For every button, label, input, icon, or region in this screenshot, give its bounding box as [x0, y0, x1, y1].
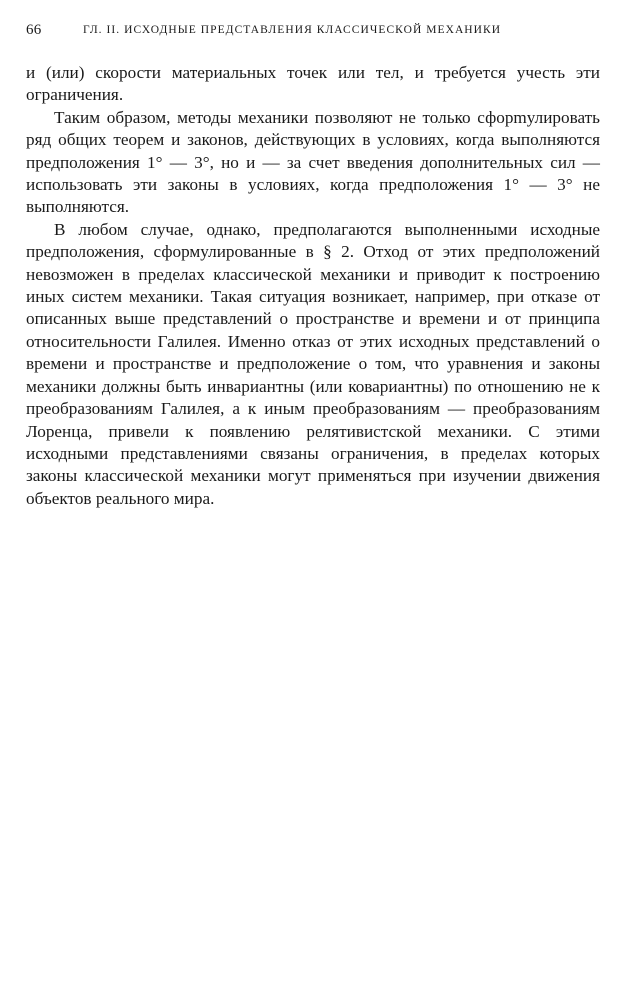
paragraph-continuation: и (или) скорости материальных точек или тел, и требуется учесть эти ограничения.	[26, 63, 600, 105]
page-header	[26, 22, 600, 46]
page-number: 66	[26, 22, 42, 38]
paragraph: Таким образом, методы механики позволяют не только сфорmулировать ряд общих теорем и законов, действующих в условиях, когда выполняются предположения 1° — 3°, но и — за счет введения дополнительных сил — использовать эти законы в условиях, когда предположения 1° — 3° не выполняются.	[26, 107, 600, 217]
body-text	[26, 62, 600, 510]
paragraph: В любом случае, однако, предполагаются выполненными исходные предположения, сформулированные в § 2. Отход от этих предположений невозможен в пределах классической механики и приводит к построению иных систем механики. Такая ситуация возникает, например, при отказе от описанных выше представлений о пространстве и времени и от принципа относительности Галилея. Именно отказ от этих исходных представлений о времени и пространстве и предположение о том, что уравнения и законы механики должны быть инвариантны (или ковариантны) по отношению не к преобразованиям Галилея, а к иным преобразованиям — преобразованиям Лоренца, привели к появлению релятивистской механики. С этими исходными представлениями связаны ограничения, в пределах которых законы классической механики могут применяться при изучении движения объектов реального мира.	[26, 219, 600, 508]
running-head: ГЛ. II. ИСХОДНЫЕ ПРЕДСТАВЛЕНИЯ КЛАССИЧЕСКОЙ МЕХАНИКИ	[83, 24, 502, 36]
